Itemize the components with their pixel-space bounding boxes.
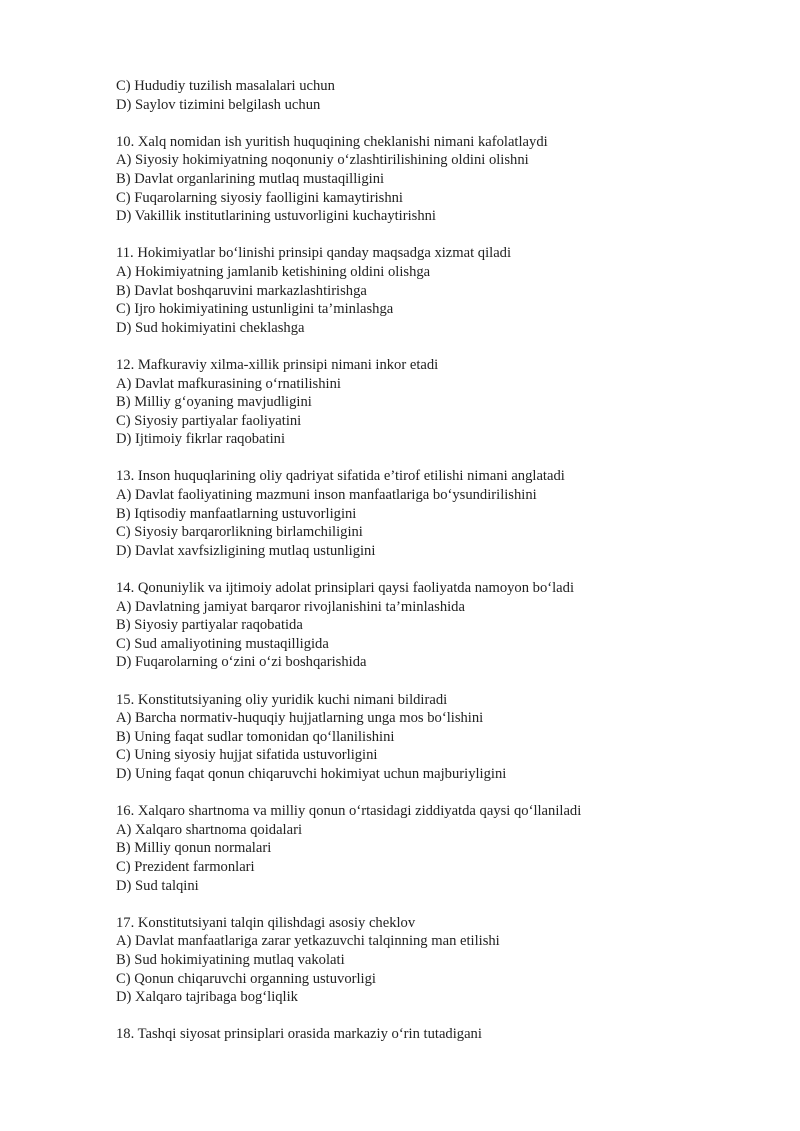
answer-option: C) Prezident farmonlari <box>116 858 255 875</box>
answer-option: B) Iqtisodiy manfaatlarning ustuvorligini <box>116 505 357 522</box>
question-text: 10. Xalq nomidan ish yuritish huquqining cheklanishi nimani kafolatlaydi <box>116 133 548 150</box>
question-block-17 <box>116 914 756 1007</box>
question-text: 17. Konstitutsiyani talqin qilishdagi asosiy cheklov <box>116 914 416 931</box>
intro-options <box>116 77 756 114</box>
question-text: 16. Xalqaro shartnoma va milliy qonun o‘rtasidagi ziddiyatda qaysi qo‘llaniladi <box>116 803 582 820</box>
answer-option: C) Qonun chiqaruvchi organning ustuvorligi <box>116 970 376 987</box>
question-block-10 <box>116 133 756 226</box>
answer-option: B) Davlat boshqaruvini markazlashtirishga <box>116 282 367 299</box>
question-block-11 <box>116 244 756 337</box>
answer-option: C) Uning siyosiy hujjat sifatida ustuvorligini <box>116 747 378 764</box>
question-text: 18. Tashqi siyosat prinsiplari orasida markaziy o‘rin tutadigani <box>116 1026 482 1043</box>
answer-option: D) Xalqaro tajribaga bog‘liqlik <box>116 989 298 1006</box>
answer-option: D) Sud talqini <box>116 877 199 894</box>
answer-option: A) Barcha normativ-huquqiy hujjatlarning unga mos bo‘lishini <box>116 710 484 727</box>
answer-option: B) Davlat organlarining mutlaq mustaqilligini <box>116 170 385 187</box>
answer-option: C) Hududiy tuzilish masalalari uchun <box>116 78 335 94</box>
answer-option: A) Davlat mafkurasining o‘rnatilishini <box>116 375 341 392</box>
question-text: 13. Inson huquqlarining oliy qadriyat sifatida e’tirof etilishi nimani anglatadi <box>116 468 565 485</box>
answer-option: B) Uning faqat sudlar tomonidan qo‘llanilishini <box>116 728 395 745</box>
answer-option: A) Xalqaro shartnoma qoidalari <box>116 821 303 838</box>
answer-option: D) Davlat xavfsizligining mutlaq ustunligini <box>116 542 376 559</box>
answer-option: A) Davlat faoliyatining mazmuni inson manfaatlariga bo‘ysundirilishini <box>116 487 537 504</box>
answer-option: D) Vakillik institutlarining ustuvorligini kuchaytirishni <box>116 208 436 225</box>
question-text: 12. Mafkuraviy xilma-xillik prinsipi nimani inkor etadi <box>116 356 439 373</box>
question-block-13 <box>116 467 756 560</box>
answer-option: B) Siyosiy partiyalar raqobatida <box>116 617 303 634</box>
answer-option: D) Uning faqat qonun chiqaruvchi hokimiyat uchun majburiyligini <box>116 765 507 782</box>
answer-option: B) Milliy qonun normalari <box>116 840 272 857</box>
answer-option: A) Davlatning jamiyat barqaror rivojlanishini ta’minlashida <box>116 598 465 615</box>
document-page <box>116 77 756 1062</box>
question-block-18 <box>116 1025 756 1044</box>
question-block-16 <box>116 802 756 895</box>
question-text: 11. Hokimiyatlar bo‘linishi prinsipi qanday maqsadga xizmat qiladi <box>116 245 512 262</box>
question-block-14 <box>116 579 756 672</box>
answer-option: C) Ijro hokimiyatining ustunligini ta’minlashga <box>116 301 394 318</box>
answer-option: D) Ijtimoiy fikrlar raqobatini <box>116 431 285 448</box>
answer-option: C) Fuqarolarning siyosiy faolligini kamaytirishni <box>116 189 403 206</box>
answer-option: D) Sud hokimiyatini cheklashga <box>116 319 305 336</box>
question-text: 15. Konstitutsiyaning oliy yuridik kuchi nimani bildiradi <box>116 691 448 708</box>
question-block-15 <box>116 691 756 784</box>
answer-option: C) Sud amaliyotining mustaqilligida <box>116 635 329 652</box>
question-text: 14. Qonuniylik va ijtimoiy adolat prinsiplari qaysi faoliyatda namoyon bo‘ladi <box>116 580 575 597</box>
answer-option: C) Siyosiy partiyalar faoliyatini <box>116 412 302 429</box>
answer-option: A) Hokimiyatning jamlanib ketishining oldini olishga <box>116 263 431 280</box>
answer-option: A) Siyosiy hokimiyatning noqonuniy o‘zlashtirilishining oldini olishni <box>116 152 529 169</box>
answer-option: D) Fuqarolarning o‘zini o‘zi boshqarishida <box>116 654 367 671</box>
answer-option: D) Saylov tizimini belgilash uchun <box>116 96 321 113</box>
answer-option: C) Siyosiy barqarorlikning birlamchiligini <box>116 524 363 541</box>
answer-option: A) Davlat manfaatlariga zarar yetkazuvchi talqinning man etilishi <box>116 933 500 950</box>
question-block-12 <box>116 356 756 449</box>
answer-option: B) Milliy g‘oyaning mavjudligini <box>116 394 312 411</box>
answer-option: B) Sud hokimiyatining mutlaq vakolati <box>116 951 345 968</box>
